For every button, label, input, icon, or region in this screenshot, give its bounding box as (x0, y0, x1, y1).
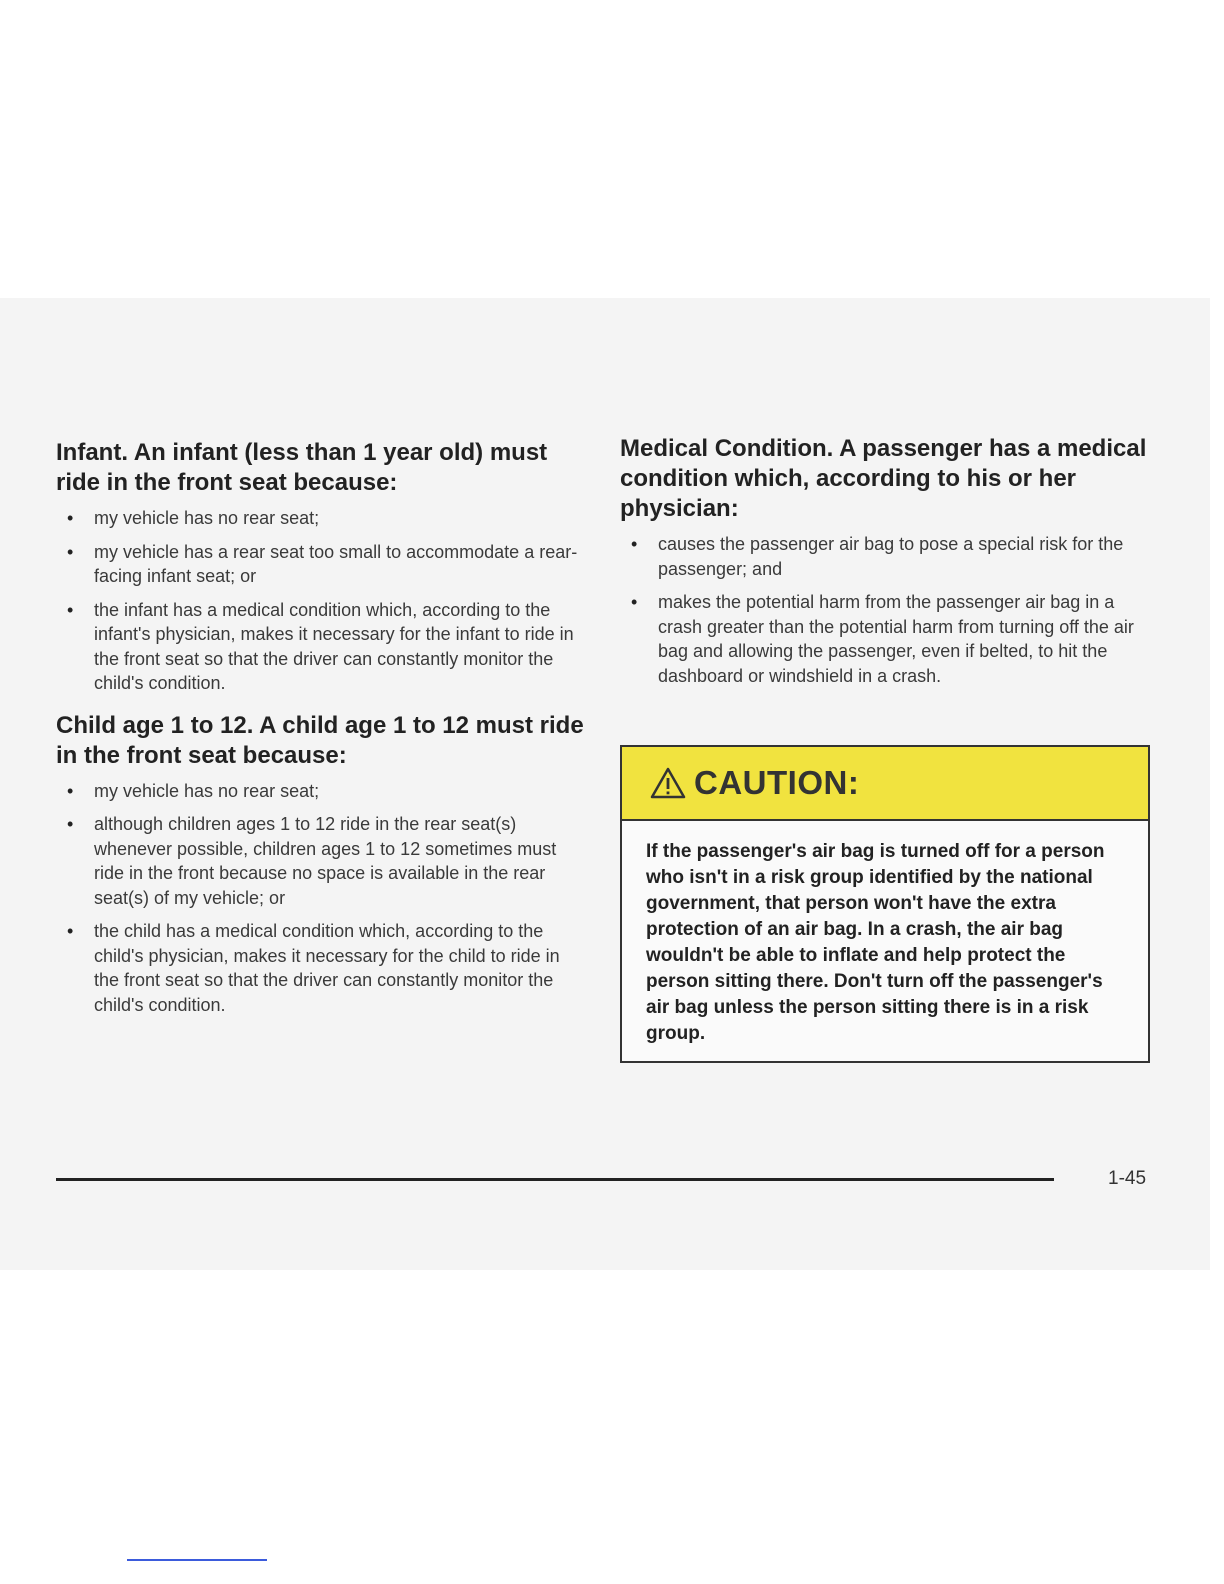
footer-rule (56, 1178, 1054, 1181)
right-column (620, 434, 1160, 697)
warning-triangle-icon (650, 767, 686, 799)
child-heading: Child age 1 to 12. A child age 1 to 12 must ride in the front seat because: (56, 711, 584, 769)
list-item: • my vehicle has no rear seat; (56, 779, 586, 804)
caution-body: If the passenger's air bag is turned off for a person who isn't in a risk group identified by the national government, that person won't have the extra protection of an air bag. In a crash, the air bag wouldn't be able to inflate and help protect the person sitting there. Don't turn off the passenger's air bag unless the person sitting there is in a risk group. (646, 841, 1105, 1044)
child-bullet-list (56, 779, 586, 1018)
list-item: • my vehicle has no rear seat; (56, 506, 586, 531)
list-item: • makes the potential harm from the passenger air bag in a crash greater than the potential harm from turning off the air bag and allowing the passenger, even if belted, to hit the dashboard or windshield in a crash. (620, 590, 1160, 688)
list-item: • the infant has a medical condition which, according to the infant's physician, makes it necessary for the infant to ride in the front seat so that the driver can constantly monitor the child's condition. (56, 598, 586, 696)
medical-heading: Medical Condition. A passenger has a medical condition which, according to his or her physician: (620, 435, 1147, 522)
infant-heading: Infant. An infant (less than 1 year old) must ride in the front seat because: (56, 439, 548, 496)
list-item: • although children ages 1 to 12 ride in the rear seat(s) whenever possible, children ages 1 to 12 sometimes must ride in the front because no space is available in the rear seat(s) of my vehicle; or (56, 812, 586, 910)
caution-title: CAUTION: (694, 764, 860, 801)
caution-header (622, 747, 1148, 821)
page-number: 1-45 (1108, 1168, 1147, 1189)
infant-bullet-list (56, 506, 586, 696)
list-item: • my vehicle has a rear seat too small to accommodate a rear-facing infant seat; or (56, 540, 586, 589)
medical-bullet-list (620, 532, 1160, 688)
link-underline (127, 1559, 267, 1561)
caution-box (620, 745, 1150, 1063)
list-item: • causes the passenger air bag to pose a special risk for the passenger; and (620, 532, 1160, 581)
list-item: • the child has a medical condition which, according to the child's physician, makes it necessary for the child to ride in the front seat so that the driver can constantly monitor the child's condition. (56, 919, 586, 1017)
left-column (56, 438, 586, 1026)
